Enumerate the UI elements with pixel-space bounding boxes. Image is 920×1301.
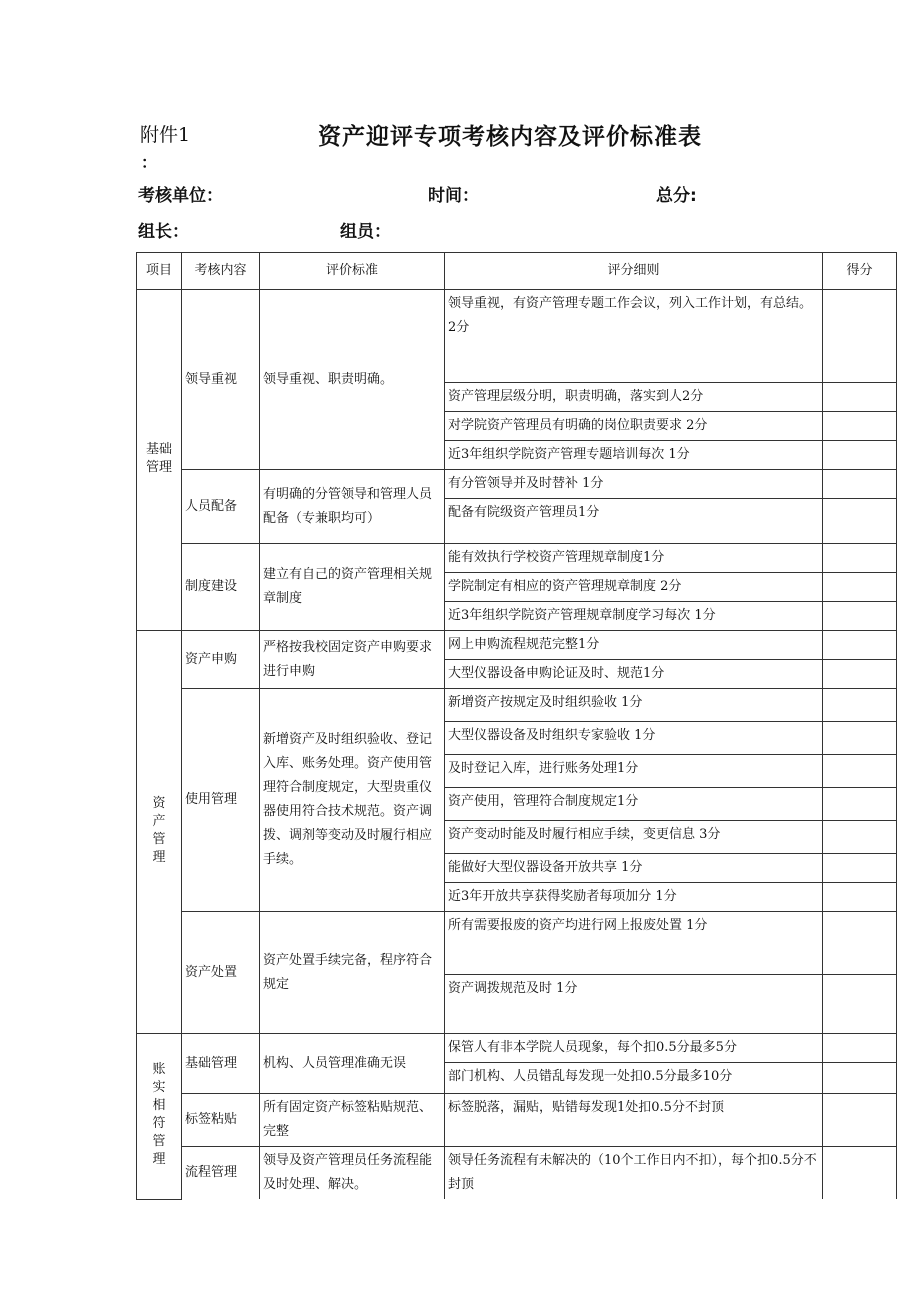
standard-cell: 所有固定资产标签粘贴规范、完整 [260, 1094, 445, 1147]
table-row [137, 1094, 897, 1147]
score-cell[interactable] [823, 1063, 897, 1094]
score-cell[interactable] [823, 470, 897, 499]
col-header-content: 考核内容 [182, 253, 260, 290]
project-label: 账实相符管理 [152, 1061, 166, 1167]
standard-cell: 资产处置手续完备，程序符合规定 [260, 912, 445, 1034]
leader-label: 组长： [138, 222, 189, 242]
table-row [137, 544, 897, 573]
table-row [137, 912, 897, 975]
table-row [137, 689, 897, 722]
score-cell[interactable] [823, 854, 897, 883]
project-label: 资产管理 [152, 795, 166, 865]
score-cell[interactable] [823, 788, 897, 821]
table-row [137, 290, 897, 383]
total-label: 总分: [656, 186, 697, 206]
standard-cell: 新增资产及时组织验收、登记入库、账务处理。资产使用管理符合制度规定，大型贵重仪器使用符合技术规范。资产调拨、调剂等变动及时履行相应手续。 [260, 689, 445, 912]
score-cell[interactable] [823, 441, 897, 470]
content-cell: 标签粘贴 [182, 1094, 260, 1147]
rule-cell: 标签脱落，漏贴，贴错每发现1处扣0.5分不封顶 [445, 1094, 823, 1147]
member-label: 组员： [340, 222, 391, 242]
col-header-score: 得分 [823, 253, 897, 290]
content-cell: 人员配备 [182, 470, 260, 544]
rule-cell: 领导重视，有资产管理专题工作会议，列入工作计划，有总结。2分 [445, 290, 823, 383]
attachment-label: 附件1 [140, 124, 191, 146]
project-cell [137, 1034, 182, 1200]
rule-cell: 保管人有非本学院人员现象，每个扣0.5分最多5分 [445, 1034, 823, 1063]
table-row [137, 631, 897, 660]
score-cell[interactable] [823, 975, 897, 1034]
score-cell[interactable] [823, 1094, 897, 1147]
rule-cell: 资产管理层级分明，职责明确，落实到人2分 [445, 383, 823, 412]
rule-cell: 学院制定有相应的资产管理规章制度 2分 [445, 573, 823, 602]
content-cell: 使用管理 [182, 689, 260, 912]
score-cell[interactable] [823, 912, 897, 975]
page-title: 资产迎评专项考核内容及评价标准表 [318, 124, 702, 150]
table-row [137, 1034, 897, 1063]
score-cell[interactable] [823, 660, 897, 689]
rule-cell: 领导任务流程有未解决的（10个工作日内不扣），每个扣0.5分不封顶 [445, 1147, 823, 1200]
score-cell[interactable] [823, 631, 897, 660]
rule-cell: 所有需要报废的资产均进行网上报废处置 1分 [445, 912, 823, 975]
rule-cell: 网上申购流程规范完整1分 [445, 631, 823, 660]
content-cell: 资产处置 [182, 912, 260, 1034]
rule-cell: 大型仪器设备及时组织专家验收 1分 [445, 722, 823, 755]
table-row [137, 470, 897, 499]
rule-cell: 对学院资产管理员有明确的岗位职责要求 2分 [445, 412, 823, 441]
evaluation-table [136, 252, 897, 1200]
score-cell[interactable] [823, 689, 897, 722]
rule-cell: 资产调拨规范及时 1分 [445, 975, 823, 1034]
content-cell: 基础管理 [182, 1034, 260, 1094]
score-cell[interactable] [823, 544, 897, 573]
rule-cell: 能有效执行学校资产管理规章制度1分 [445, 544, 823, 573]
content-cell: 资产申购 [182, 631, 260, 689]
rule-cell: 近3年组织学院资产管理专题培训每次 1分 [445, 441, 823, 470]
rule-cell: 大型仪器设备申购论证及时、规范1分 [445, 660, 823, 689]
standard-cell: 严格按我校固定资产申购要求进行申购 [260, 631, 445, 689]
project-cell [137, 290, 182, 631]
score-cell[interactable] [823, 383, 897, 412]
standard-cell: 机构、人员管理准确无误 [260, 1034, 445, 1094]
content-cell: 流程管理 [182, 1147, 260, 1200]
score-cell[interactable] [823, 602, 897, 631]
project-cell [137, 631, 182, 1034]
rule-cell: 部门机构、人员错乱每发现一处扣0.5分最多10分 [445, 1063, 823, 1094]
col-header-rules: 评分细则 [445, 253, 823, 290]
rule-cell: 配备有院级资产管理员1分 [445, 499, 823, 544]
score-cell[interactable] [823, 290, 897, 383]
table-row [137, 1147, 897, 1200]
score-cell[interactable] [823, 412, 897, 441]
col-header-standard: 评价标准 [260, 253, 445, 290]
score-cell[interactable] [823, 499, 897, 544]
score-cell[interactable] [823, 883, 897, 912]
table-header-row [137, 253, 897, 290]
rule-cell: 资产变动时能及时履行相应手续，变更信息 3分 [445, 821, 823, 854]
standard-cell: 领导重视、职责明确。 [260, 290, 445, 470]
standard-cell: 有明确的分管领导和管理人员配备（专兼职均可） [260, 470, 445, 544]
rule-cell: 新增资产按规定及时组织验收 1分 [445, 689, 823, 722]
project-label: 基础管理 [145, 441, 172, 475]
rule-cell: 资产使用，管理符合制度规定1分 [445, 788, 823, 821]
rule-cell: 能做好大型仪器设备开放共享 1分 [445, 854, 823, 883]
rule-cell: 及时登记入库，进行账务处理1分 [445, 755, 823, 788]
score-cell[interactable] [823, 722, 897, 755]
unit-label: 考核单位： [138, 186, 223, 206]
colon-mark: ： [141, 153, 158, 172]
score-cell[interactable] [823, 1034, 897, 1063]
score-cell[interactable] [823, 821, 897, 854]
score-cell[interactable] [823, 755, 897, 788]
content-cell: 领导重视 [182, 290, 260, 470]
rule-cell: 有分管领导并及时替补 1分 [445, 470, 823, 499]
rule-cell: 近3年开放共享获得奖励者每项加分 1分 [445, 883, 823, 912]
rule-cell: 近3年组织学院资产管理规章制度学习每次 1分 [445, 602, 823, 631]
standard-cell: 领导及资产管理员任务流程能及时处理、解决。 [260, 1147, 445, 1200]
col-header-project: 项目 [137, 253, 182, 290]
time-label: 时间： [428, 186, 479, 206]
score-cell[interactable] [823, 573, 897, 602]
standard-cell: 建立有自己的资产管理相关规章制度 [260, 544, 445, 631]
score-cell[interactable] [823, 1147, 897, 1200]
content-cell: 制度建设 [182, 544, 260, 631]
